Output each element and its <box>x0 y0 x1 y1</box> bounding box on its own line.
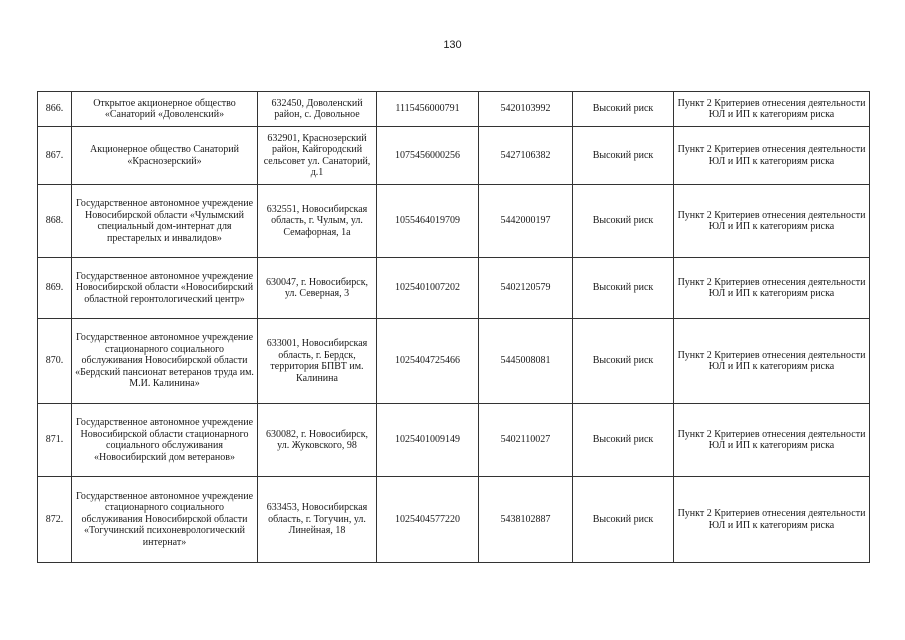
row-number: 868. <box>38 185 72 258</box>
inn: 5420103992 <box>479 92 573 127</box>
table-row <box>38 127 870 185</box>
organization-name: Государственное автономное учреждение Новосибирской области стационарного социального обслуживания «Новосибирский дом ветеранов» <box>72 404 258 477</box>
address: 632901, Краснозерский район, Кайгородский сельсовет ул. Санаторий, д.1 <box>258 127 377 185</box>
risk-category: Высокий риск <box>573 477 674 563</box>
row-number: 869. <box>38 258 72 319</box>
inn: 5402110027 <box>479 404 573 477</box>
organization-name: Государственное автономное учреждение стационарного социального обслуживания Новосибирской области «Бердский пансионат ветеранов труда им. М.И. Калинина» <box>72 319 258 404</box>
row-number: 872. <box>38 477 72 563</box>
inn: 5438102887 <box>479 477 573 563</box>
ogrn: 1025401009149 <box>377 404 479 477</box>
ogrn: 1075456000256 <box>377 127 479 185</box>
row-number: 866. <box>38 92 72 127</box>
page-number: 130 <box>443 39 462 51</box>
inn: 5442000197 <box>479 185 573 258</box>
risk-basis: Пункт 2 Критериев отнесения деятельности ЮЛ и ИП к категориям риска <box>674 127 870 185</box>
table-row <box>38 185 870 258</box>
table-row <box>38 92 870 127</box>
risk-category: Высокий риск <box>573 258 674 319</box>
risk-basis: Пункт 2 Критериев отнесения деятельности ЮЛ и ИП к категориям риска <box>674 404 870 477</box>
address: 632551, Новосибирская область, г. Чулым, ул. Семафорная, 1а <box>258 185 377 258</box>
address: 633001, Новосибирская область, г. Бердск, территория БПВТ им. Калинина <box>258 319 377 404</box>
address: 632450, Доволенский район, с. Довольное <box>258 92 377 127</box>
risk-category: Высокий риск <box>573 92 674 127</box>
risk-basis: Пункт 2 Критериев отнесения деятельности ЮЛ и ИП к категориям риска <box>674 92 870 127</box>
row-number: 870. <box>38 319 72 404</box>
organization-name: Открытое акционерное общество «Санаторий «Доволенский» <box>72 92 258 127</box>
risk-category: Высокий риск <box>573 319 674 404</box>
table-row <box>38 319 870 404</box>
ogrn: 1055464019709 <box>377 185 479 258</box>
risk-basis: Пункт 2 Критериев отнесения деятельности ЮЛ и ИП к категориям риска <box>674 185 870 258</box>
inn: 5427106382 <box>479 127 573 185</box>
inn: 5445008081 <box>479 319 573 404</box>
risk-basis: Пункт 2 Критериев отнесения деятельности ЮЛ и ИП к категориям риска <box>674 319 870 404</box>
table-row <box>38 258 870 319</box>
ogrn: 1025404577220 <box>377 477 479 563</box>
table-row <box>38 404 870 477</box>
address: 630082, г. Новосибирск, ул. Жуковского, 98 <box>258 404 377 477</box>
registry-table <box>37 91 870 563</box>
ogrn: 1115456000791 <box>377 92 479 127</box>
address: 630047, г. Новосибирск, ул. Северная, 3 <box>258 258 377 319</box>
address: 633453, Новосибирская область, г. Тогучин, ул. Линейная, 18 <box>258 477 377 563</box>
table-row <box>38 477 870 563</box>
row-number: 871. <box>38 404 72 477</box>
organization-name: Акционерное общество Санаторий «Краснозерский» <box>72 127 258 185</box>
ogrn: 1025404725466 <box>377 319 479 404</box>
risk-basis: Пункт 2 Критериев отнесения деятельности ЮЛ и ИП к категориям риска <box>674 258 870 319</box>
risk-category: Высокий риск <box>573 404 674 477</box>
inn: 5402120579 <box>479 258 573 319</box>
organization-name: Государственное автономное учреждение стационарного социального обслуживания Новосибирской области «Тогучинский психоневрологический интернат» <box>72 477 258 563</box>
risk-category: Высокий риск <box>573 127 674 185</box>
organization-name: Государственное автономное учреждение Новосибирской области «Чулымский специальный дом-интернат для престарелых и инвалидов» <box>72 185 258 258</box>
risk-basis: Пункт 2 Критериев отнесения деятельности ЮЛ и ИП к категориям риска <box>674 477 870 563</box>
organization-name: Государственное автономное учреждение Новосибирской области «Новосибирский областной геронтологический центр» <box>72 258 258 319</box>
risk-category: Высокий риск <box>573 185 674 258</box>
row-number: 867. <box>38 127 72 185</box>
ogrn: 1025401007202 <box>377 258 479 319</box>
